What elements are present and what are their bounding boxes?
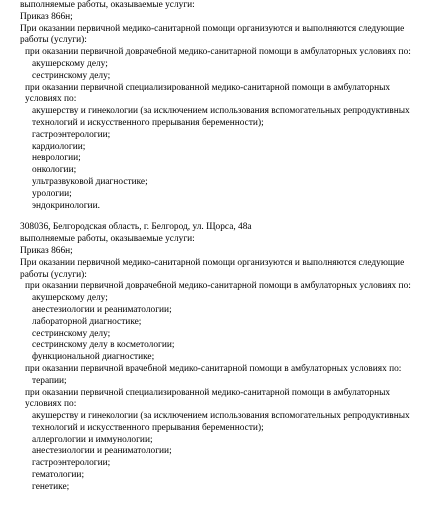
section-heading: при оказании первичной доврачебной медико-санитарной помощи в амбулаторных условиях по: [25,281,411,292]
service-item: акушерскому делу; [32,58,108,69]
service-item: функциональной диагностике; [32,352,155,363]
license-block-2 [20,222,424,493]
service-item: лабораторной диагностике; [32,316,142,327]
service-item: терапии; [32,375,67,386]
license-block-1 [20,0,424,212]
service-item: гематологии; [32,470,85,481]
service-item: генетике; [32,481,70,492]
order-reference: Приказ 866н; [20,245,73,256]
service-item: ультразвуковой диагностике; [32,176,148,187]
intro-text: При оказании первичной медико-санитарной помощи организуются и выполняются следующие работы (услуги): [20,23,405,46]
service-item: кардиологии; [32,141,86,152]
section-heading: при оказании первичной специализированной медико-санитарной помощи в амбулаторных условиях по: [25,82,391,105]
service-item: аллергологии и иммунологии; [32,434,153,445]
service-item: гастроэнтерологии; [32,458,111,469]
service-item: сестринскому делу; [32,70,111,81]
section-heading: при оказании первичной врачебной медико-санитарной помощи в амбулаторных условиях по: [25,363,402,374]
service-item: гастроэнтерологии; [32,129,111,140]
document-body [20,0,424,494]
service-item: онкологии; [32,165,77,176]
service-item: эндокринологии. [32,200,100,211]
services-label: выполняемые работы, оказываемые услуги: [20,234,195,245]
service-item: сестринскому делу; [32,328,111,339]
service-item: акушерскому делу; [32,293,108,304]
section-heading: при оказании первичной специализированной медико-санитарной помощи в амбулаторных условиях по: [25,387,391,410]
intro-text: При оказании первичной медико-санитарной помощи организуются и выполняются следующие работы (услуги): [20,257,405,280]
service-item: неврологии; [32,153,81,164]
service-item: акушерству и гинекологии (за исключением использования вспомогательных репродуктивных технологий и искусственного прерывания беременности); [32,411,410,433]
service-item: анестезиологии и реаниматологии; [32,304,172,315]
service-item: сестринскому делу в косметологии; [32,340,175,351]
address-line: 308036, Белгородская область, г. Белгород, ул. Щорса, 48а [20,222,252,233]
service-item: акушерству и гинекологии (за исключением использования вспомогательных репродуктивных технологий и искусственного прерывания беременности); [32,106,410,128]
order-reference: Приказ 866н; [20,11,73,22]
block-spacer [20,212,424,222]
service-item: урологии; [32,188,72,199]
service-item: анестезиологии и реаниматологии; [32,446,172,457]
services-label: выполняемые работы, оказываемые услуги: [20,0,195,10]
section-heading: при оказании первичной доврачебной медико-санитарной помощи в амбулаторных условиях по: [25,47,411,58]
